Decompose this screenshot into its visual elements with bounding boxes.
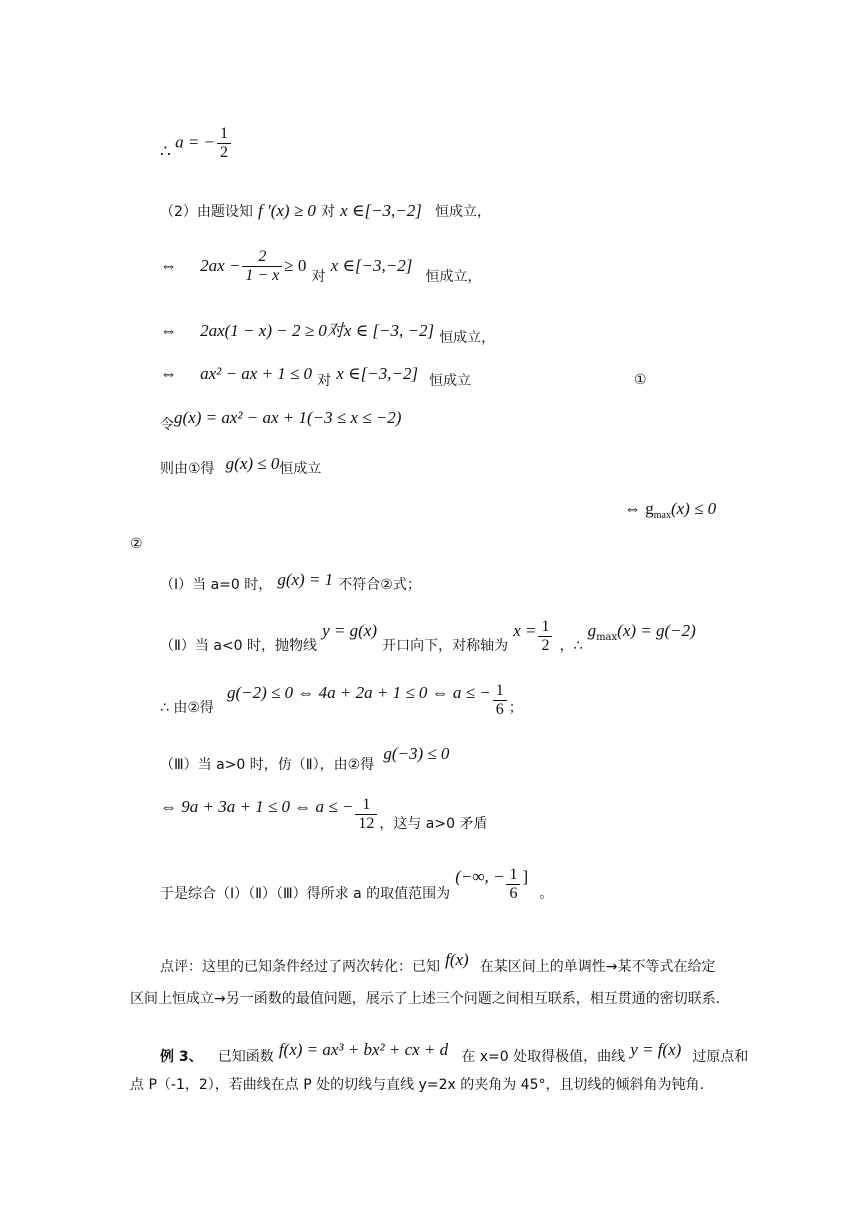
example3-label: 例 3、 [160, 1049, 203, 1065]
case3-prefix: （Ⅲ）当 a>0 时，仿（Ⅱ），由②得 [160, 757, 375, 773]
a-equals-minus-half [160, 120, 233, 162]
case2-mid: 开口向下，对称轴为 [382, 638, 509, 654]
g-minus3-le-0: g(−3) ≤ 0 [383, 744, 450, 763]
derivative-condition: f ′(x) ≥ 0 [258, 201, 316, 220]
fraction-2-over-1-minus-x: $\frac{2}{1 - x}$ [242, 248, 282, 285]
marker-2: ② [130, 536, 143, 552]
g-definition: g(x) = ax² − ax + 1(−3 ≤ x ≤ −2) [174, 408, 402, 427]
case-3-line [160, 744, 449, 774]
case-3-result-line [160, 796, 487, 833]
gmax-condition: ⇔ $g_{max}(x) \le 0$ [624, 499, 717, 521]
part2-prefix: （2）由题设知 [160, 204, 253, 220]
comment-prefix: 点评：这里的已知条件经过了两次转化：已知 [160, 959, 440, 975]
comment-line-2: 区间上恒成立→另一函数的最值问题，展示了上述三个问题之间相互联系，相互贯通的密切联系. [130, 991, 721, 1007]
summary-prefix: 于是综合（Ⅰ）（Ⅱ）（Ⅲ）得所求 a 的取值范围为 [160, 886, 451, 902]
example3-line-1 [160, 1040, 748, 1066]
case2-prefix: （Ⅱ）当 a<0 时，抛物线 [160, 638, 318, 654]
zeyou-text: 则由①得 [160, 461, 215, 477]
interval-open: (−∞, − [455, 867, 505, 886]
equiv-line-3: ⇔ ax² − ax + 1 ≤ 0 对 x ∈[−3,−2] 恒成立 [160, 364, 472, 389]
equiv-line-2: ⇔ 2ax(1 − x) − 2 ≥ 0对x ∈ [−3, −2] 恒成立， [160, 321, 496, 346]
example3-line-2: 点 P（-1，2），若曲线在点 P 处的切线与直线 y=2x 的夹角为 45°，且切线的倾斜角为钝角. [130, 1077, 704, 1093]
gmax-eq-g-minus2: (x) = g(−2) [617, 621, 696, 640]
case-2-result-line: ∴ 由②得 g(−2) ≤ 0 ⇔ 4a + 2a + 1 ≤ 0 ⇔ a ≤ − $\frac{1}{6}$ ； [160, 682, 523, 718]
comment-suffix: 在某区间上的单调性→某不等式在给定 [479, 959, 716, 975]
interval-close: ] [522, 867, 529, 886]
example3-text-c: 过原点和 [692, 1049, 749, 1065]
marker-1: ① [634, 372, 647, 388]
expr-ge0: ≥ 0 [284, 256, 307, 275]
case-2-line: （Ⅱ）当 a<0 时，抛物线 y = g(x) 开口向下，对称轴为 x = $\frac{1}{2}$ ，∴ $g_{max}(x) = g(-2)$ [160, 618, 696, 654]
case3-result-expr: ⇔ 9a + 3a + 1 ≤ 0 ⇔ a ≤ − [160, 797, 354, 816]
ling-text: 令 [160, 417, 174, 433]
fraction-interval-sixth: $\frac{1}{6}$ [506, 866, 520, 903]
a-eq-text: a = − [175, 132, 216, 152]
case3-post: ，这与 a>0 矛盾 [379, 816, 488, 832]
dui-text: 对 [321, 204, 335, 220]
case2-result-expr: g(−2) ≤ 0 ⇔ 4a + 2a + 1 ≤ 0 ⇔ a ≤ − [227, 683, 491, 702]
define-g-line [160, 408, 401, 434]
fraction-half: $\frac{1}{2}$ [217, 125, 231, 162]
fraction-sixth: $\frac{1}{6}$ [493, 682, 507, 719]
fraction-twelfth: $\frac{1}{12}$ [355, 796, 377, 833]
comment-line-1 [160, 950, 716, 976]
expr-2ax-1-x: 2ax(1 − x) − 2 ≥ 0对x ∈ [−3, −2] [200, 321, 435, 340]
example3-curve: y = f(x) [630, 1040, 682, 1059]
x-interval: x ∈[−3,−2] [340, 201, 422, 220]
fraction-axis-half: $\frac{1}{2}$ [538, 618, 552, 655]
case1-g-eq-1: g(x) = 1 [277, 570, 334, 589]
expr-2ax: 2ax − [200, 256, 241, 275]
iff-symbol: ⇔ [160, 256, 177, 275]
case1-post: 不符合②式； [338, 577, 421, 593]
case-1-line [160, 570, 421, 594]
case1-prefix: （Ⅰ）当 a=0 时， [160, 577, 273, 593]
therefore-symbol: ∴ [160, 142, 171, 161]
case2-result-prefix: ∴ 由②得 [160, 700, 214, 716]
hengchengli-text: 恒成立， [435, 204, 491, 220]
example3-function: f(x) = ax³ + bx² + cx + d [278, 1040, 449, 1059]
y-eq-g: y = g(x) [322, 621, 377, 640]
g-le-0: g(x) ≤ 0 [225, 454, 280, 473]
example3-text-a: 已知函数 [217, 1049, 274, 1065]
example3-text-b: 在 x=0 处取得极值，曲线 [461, 1049, 626, 1065]
axis-x-eq: x = [513, 621, 537, 640]
expr-ax2: ax² − ax + 1 ≤ 0 [200, 364, 313, 383]
equiv-line-1: ⇔ 2ax − $\frac{2}{1 - x}$ ≥ 0 对 x ∈[−3,−2] 恒成立， [160, 248, 482, 285]
comment-fx: f(x) [445, 950, 469, 969]
summary-line: 于是综合（Ⅰ）（Ⅱ）（Ⅲ）得所求 a 的取值范围为 (−∞, − $\frac{1}{6}$ ] 。 [160, 866, 554, 902]
then-line: 则由①得 g(x) ≤ 0恒成立 [160, 454, 322, 477]
part2-line [160, 201, 491, 221]
